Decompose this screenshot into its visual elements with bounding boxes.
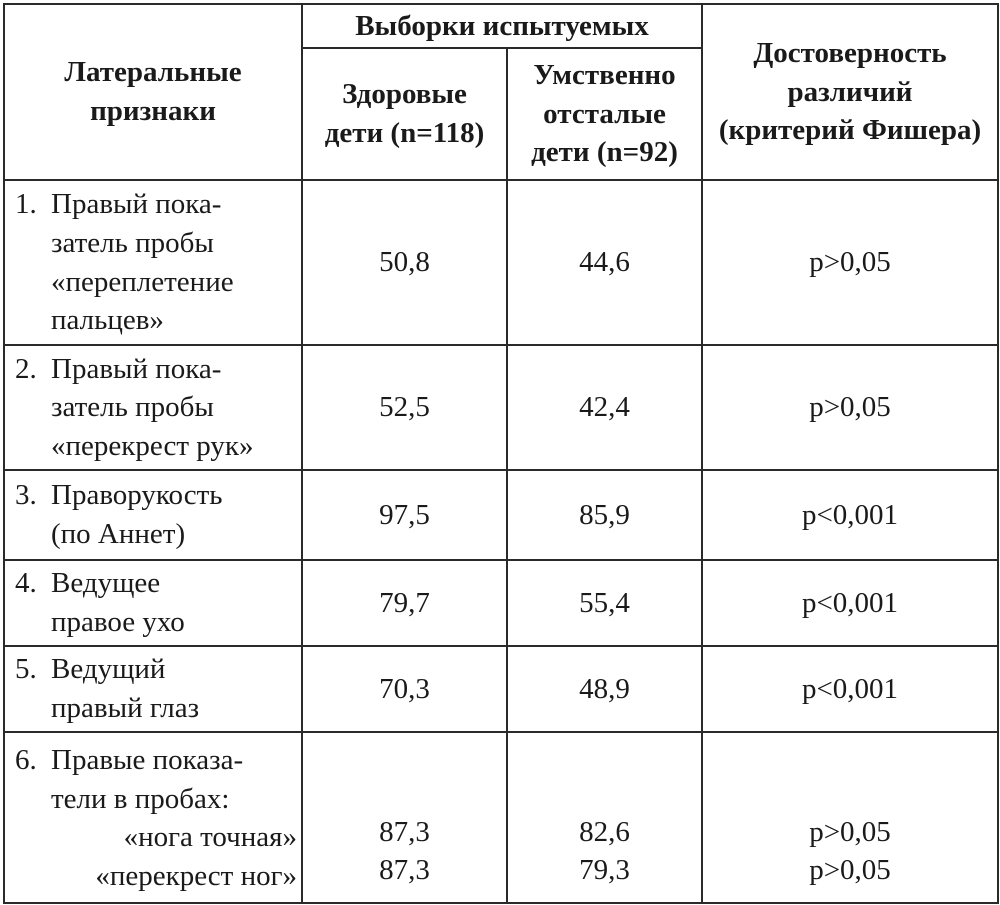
header-retarded (507, 48, 702, 180)
trait-line: пальцев» (51, 304, 164, 337)
header-healthy (302, 48, 507, 180)
trait-line: Правый пока- (51, 352, 222, 385)
header-significance-line: (критерий Фишера) (718, 114, 982, 147)
retarded-value: 85,9 (507, 470, 702, 560)
healthy-value: 70,3 (302, 646, 507, 732)
trait-cell (4, 345, 302, 470)
healthy-value: 79,7 (302, 560, 507, 646)
healthy-value: 87,3 (379, 854, 430, 887)
trait-line: правый глаз (51, 692, 200, 724)
significance-value: p<0,001 (702, 470, 998, 560)
row-number: 6. (15, 744, 37, 776)
significance-value: p>0,05 (809, 854, 891, 887)
trait-line: (по Аннет) (51, 518, 186, 550)
header-healthy-line: дети (n=118) (324, 117, 485, 149)
header-traits (4, 4, 302, 180)
trait-cell (4, 646, 302, 732)
table-row (4, 470, 998, 560)
retarded-value: 48,9 (507, 646, 702, 732)
row-number: 3. (15, 479, 37, 512)
header-samples-group: Выборки испытуемых (302, 4, 702, 48)
table-row (4, 345, 998, 470)
significance-value: p>0,05 (809, 815, 891, 848)
header-significance (702, 4, 998, 180)
significance-value: p>0,05 (702, 180, 998, 345)
table-row (4, 732, 998, 903)
significance-value: p>0,05 (702, 345, 998, 470)
trait-line: Ведущее (51, 567, 161, 600)
trait-line: Правый пока- (51, 188, 222, 221)
header-traits-line: признаки (90, 95, 216, 127)
healthy-value: 52,5 (302, 345, 507, 470)
trait-line: затель пробы (51, 226, 214, 259)
header-retarded-line: Умственно (533, 59, 676, 92)
header-retarded-line: дети (n=92) (531, 136, 678, 169)
row-number: 4. (15, 567, 37, 600)
trait-cell (4, 470, 302, 560)
retarded-value: 82,6 (579, 815, 630, 848)
header-significance-line: различий (787, 75, 913, 108)
trait-cell (4, 732, 302, 903)
trait-cell (4, 560, 302, 646)
table-row (4, 646, 998, 732)
trait-line: тели в пробах: (51, 782, 230, 815)
significance-value: p<0,001 (702, 646, 998, 732)
retarded-value: 55,4 (507, 560, 702, 646)
table-row (4, 180, 998, 345)
header-significance-line: Достоверность (753, 37, 947, 70)
trait-line: «перекрест рук» (51, 429, 254, 462)
trait-line: Ведущий (51, 653, 166, 686)
table-row (4, 560, 998, 646)
healthy-value: 87,3 (379, 815, 430, 848)
header-row-1 (4, 4, 998, 48)
retarded-values (507, 732, 702, 903)
row-number: 2. (15, 352, 37, 385)
trait-line: «переплетение (51, 265, 234, 298)
significance-value: p<0,001 (702, 560, 998, 646)
row-number: 1. (15, 188, 37, 221)
header-traits-line: Латеральные (64, 56, 242, 89)
trait-line: Правые показа- (51, 744, 244, 776)
trait-line: затель пробы (51, 391, 214, 424)
sub-trait-label: «перекрест ног» (95, 859, 297, 892)
header-retarded-line: отсталые (543, 97, 666, 130)
healthy-values (302, 732, 507, 903)
significance-values (702, 732, 998, 903)
retarded-value: 79,3 (579, 854, 630, 887)
healthy-value: 97,5 (302, 470, 507, 560)
trait-line: Праворукость (51, 479, 223, 512)
healthy-value: 50,8 (302, 180, 507, 345)
laterality-table (3, 3, 999, 904)
trait-cell (4, 180, 302, 345)
sub-trait-label: «нога точная» (123, 821, 297, 854)
retarded-value: 42,4 (507, 345, 702, 470)
retarded-value: 44,6 (507, 180, 702, 345)
row-number: 5. (15, 653, 37, 686)
trait-line: правое ухо (51, 606, 185, 638)
header-healthy-line: Здоровые (342, 78, 467, 111)
